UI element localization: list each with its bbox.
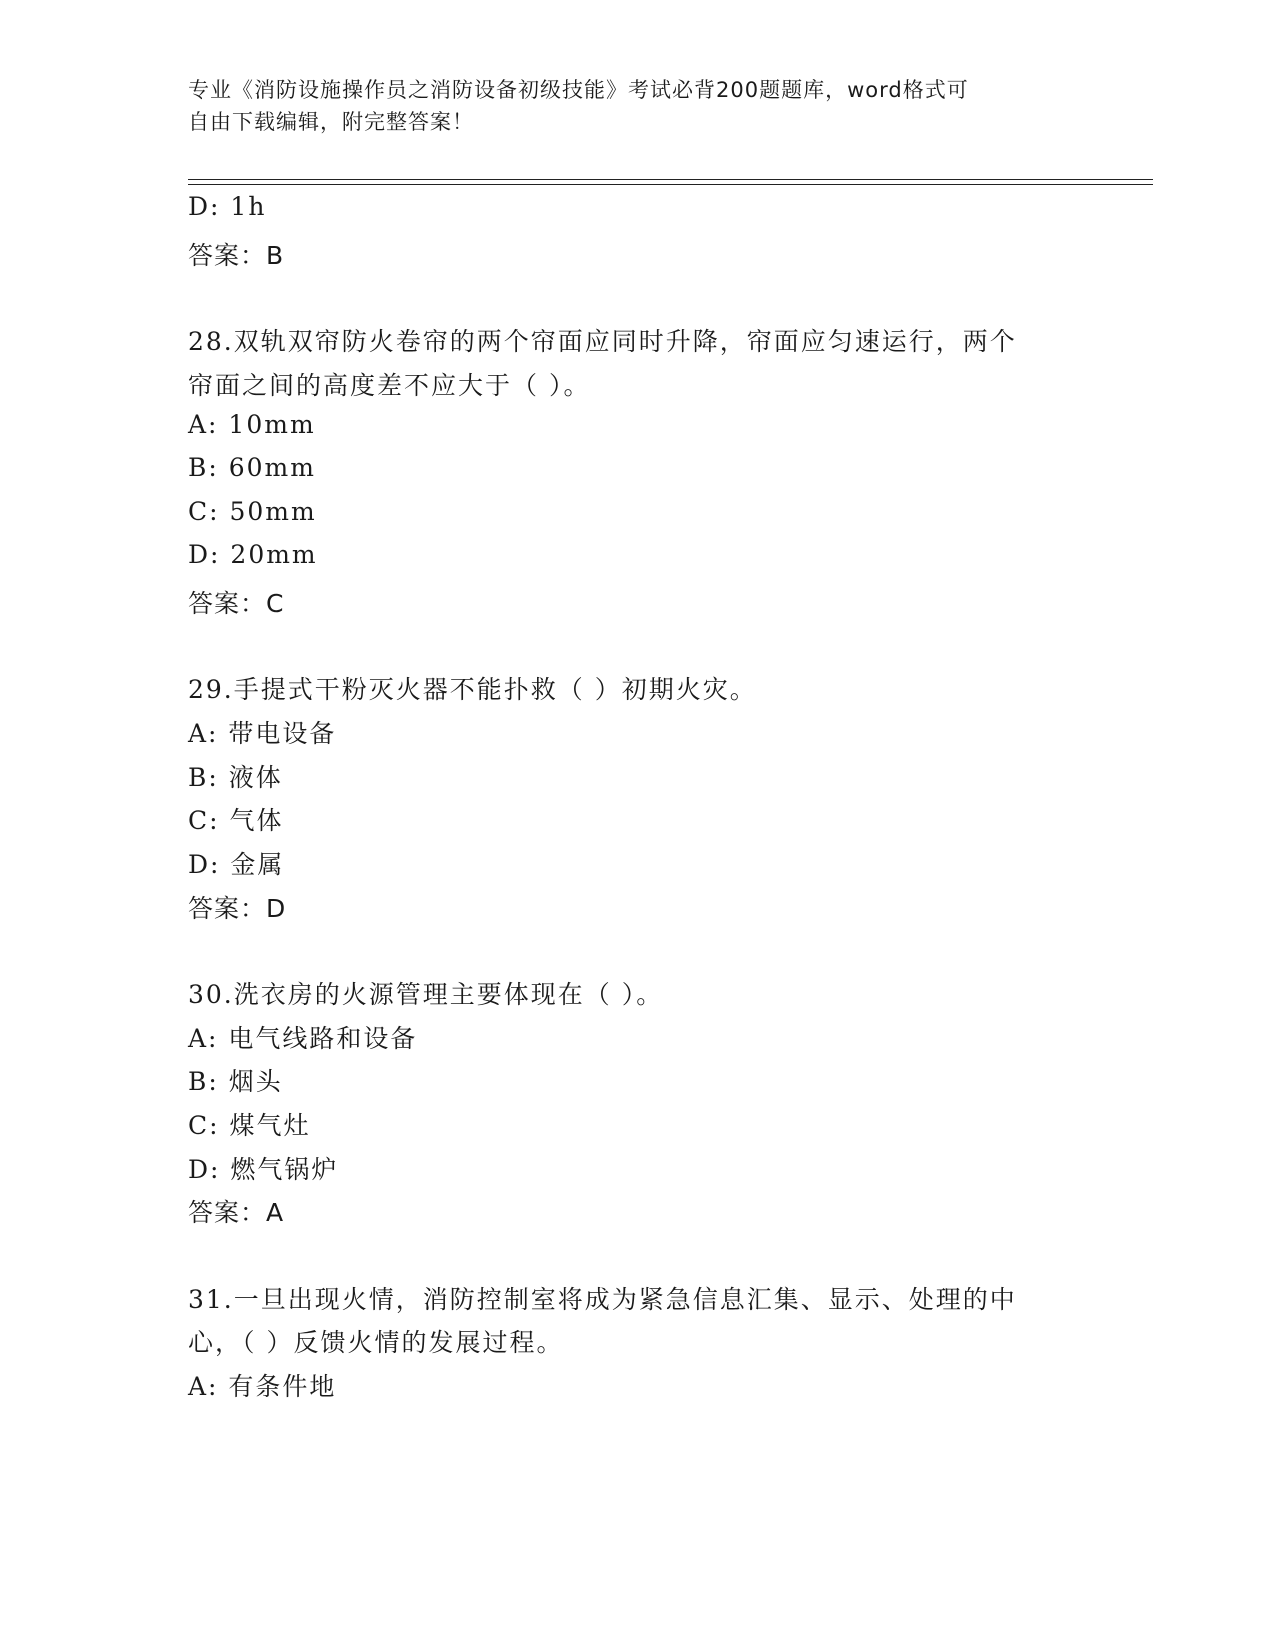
q28-option-c: C: 50mm — [188, 497, 317, 526]
q30-option-b: B: 烟头 — [188, 1067, 283, 1096]
q29-answer: 答案：D — [188, 894, 287, 923]
q28-answer: 答案：C — [188, 589, 285, 618]
q30-option-c: C: 煤气灶 — [188, 1111, 311, 1140]
prev-option-d: D: 1h — [188, 192, 267, 221]
q28-option-d: D: 20mm — [188, 540, 318, 569]
document-header — [188, 74, 1068, 138]
q31-option-a: A: 有条件地 — [188, 1372, 337, 1401]
q30-stem: 30.洗衣房的火源管理主要体现在（ ）。 — [188, 980, 664, 1009]
q29-option-c: C: 气体 — [188, 806, 284, 835]
q30-option-d: D: 燃气锅炉 — [188, 1155, 339, 1184]
q28-option-a: A: 10mm — [188, 410, 316, 439]
q30-answer: 答案：A — [188, 1198, 285, 1227]
q28-stem-line-2: 帘面之间的高度差不应大于（ ）。 — [188, 371, 591, 400]
header-line-2: 自由下载编辑，附完整答案！ — [188, 110, 474, 134]
q30-option-a: A: 电气线路和设备 — [188, 1024, 418, 1053]
q29-stem: 29.手提式干粉灭火器不能扑救（ ）初期火灾。 — [188, 675, 757, 704]
q31-stem-line-1: 31.一旦出现火情，消防控制室将成为紧急信息汇集、显示、处理的中 — [188, 1285, 1017, 1314]
q29-option-a: A: 带电设备 — [188, 719, 337, 748]
q28-stem-line-1: 28.双轨双帘防火卷帘的两个帘面应同时升降，帘面应匀速运行，两个 — [188, 327, 1017, 356]
header-divider-bottom — [188, 184, 1153, 185]
header-divider-top — [188, 179, 1153, 180]
q28-option-b: B: 60mm — [188, 453, 316, 482]
q31-stem-line-2: 心，（ ）反馈火情的发展过程。 — [188, 1328, 564, 1357]
header-line-1: 专业《消防设施操作员之消防设备初级技能》考试必背200题题库，word格式可 — [188, 78, 969, 102]
q29-option-b: B: 液体 — [188, 763, 283, 792]
q29-option-d: D: 金属 — [188, 850, 285, 879]
prev-answer: 答案：B — [188, 241, 285, 270]
